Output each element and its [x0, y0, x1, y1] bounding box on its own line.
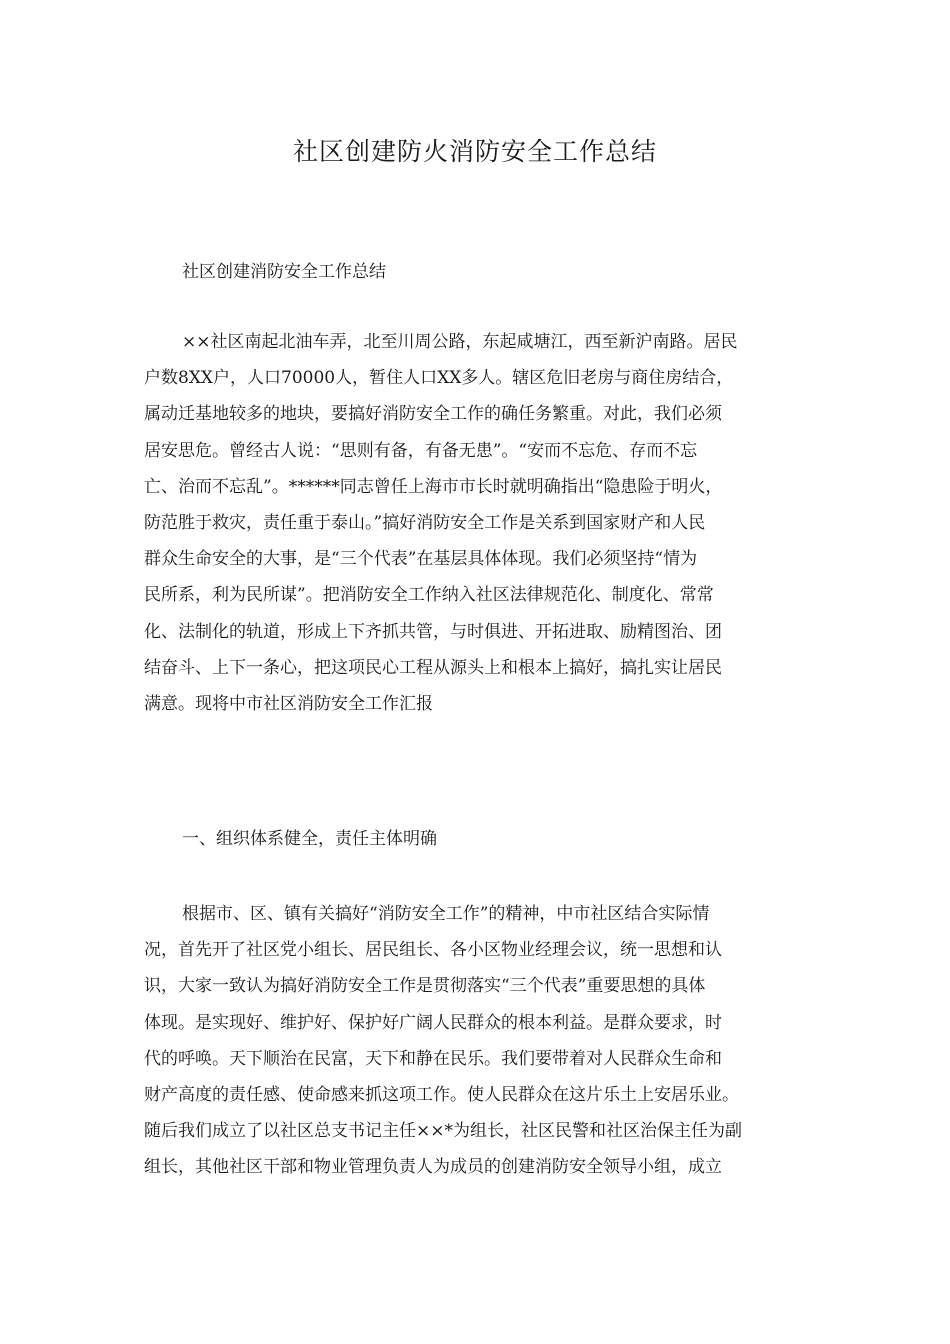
- paragraph-line: 化、法制化的轨道，形成上下齐抓共管，与时俱进、开拓进取、励精图治、团: [144, 621, 722, 642]
- paragraph-line: 识，大家一致认为搞好消防安全工作是贯彻落实“三个代表”重要思想的具体: [144, 976, 706, 997]
- paragraph-line: 群众生命安全的大事，是“三个代表”在基层具体体现。我们必须坚持“情为: [144, 549, 698, 570]
- paragraph-section1: [144, 896, 814, 1186]
- document-title: 社区创建防火消防安全工作总结: [292, 137, 657, 166]
- paragraph-line: 民所系，利为民所谋”。把消防安全工作纳入社区法律规范化、制度化、常常: [144, 585, 714, 606]
- paragraph-line: 结奋斗、上下一条心，把这项民心工程从源头上和根本上搞好，搞扎实让居民: [144, 657, 722, 678]
- paragraph-line: 根据市、区、镇有关搞好“消防安全工作”的精神，中市社区结合实际情: [182, 904, 710, 924]
- paragraph-line: ××社区南起北油车弄，北至川周公路，东起咸塘江，西至新沪南路。居民: [182, 332, 738, 352]
- paragraph-line: 代的呼唤。天下顺治在民富，天下和静在民乐。我们要带着对人民群众生命和: [144, 1048, 722, 1069]
- paragraph-intro: [144, 324, 814, 722]
- paragraph-line: 属动迁基地较多的地块，要搞好消防安全工作的确任务繁重。对此，我们必须: [144, 404, 722, 425]
- paragraph-line: 财产高度的责任感、使命感来抓这项工作。使人民群众在这片乐土上安居乐业。: [144, 1085, 739, 1106]
- paragraph-line: 居安思危。曾经古人说：“思则有备，有备无患”。“安而不忘危、存而不忘: [144, 440, 698, 461]
- document-subtitle: 社区创建消防安全工作总结: [182, 262, 386, 282]
- paragraph-line: 随后我们成立了以社区总支书记主任××*为组长，社区民警和社区治保主任为副: [144, 1121, 742, 1142]
- paragraph-line: 户数8XX户，人口70000人，暂住人口XX多人。辖区危旧老房与商住房结合，: [144, 368, 734, 389]
- section-heading: 一、组织体系健全，责任主体明确: [182, 829, 437, 849]
- paragraph-line: 亡、治而不忘乱”。******同志曾任上海市市长时就明确指出“隐患险于明火，: [144, 476, 723, 497]
- paragraph-line: 组长，其他社区干部和物业管理负责人为成员的创建消防安全领导小组，成立: [144, 1157, 722, 1178]
- paragraph-line: 况，首先开了社区党小组长、居民组长、各小区物业经理会议，统一思想和认: [144, 940, 722, 961]
- paragraph-line: 体现。是实现好、维护好、保护好广阔人民群众的根本利益。是群众要求，时: [144, 1012, 722, 1033]
- paragraph-line: 防范胜于救灾，责任重于泰山。”搞好消防安全工作是关系到国家财产和人民: [144, 513, 706, 534]
- paragraph-line: 满意。现将中市社区消防安全工作汇报: [144, 694, 433, 715]
